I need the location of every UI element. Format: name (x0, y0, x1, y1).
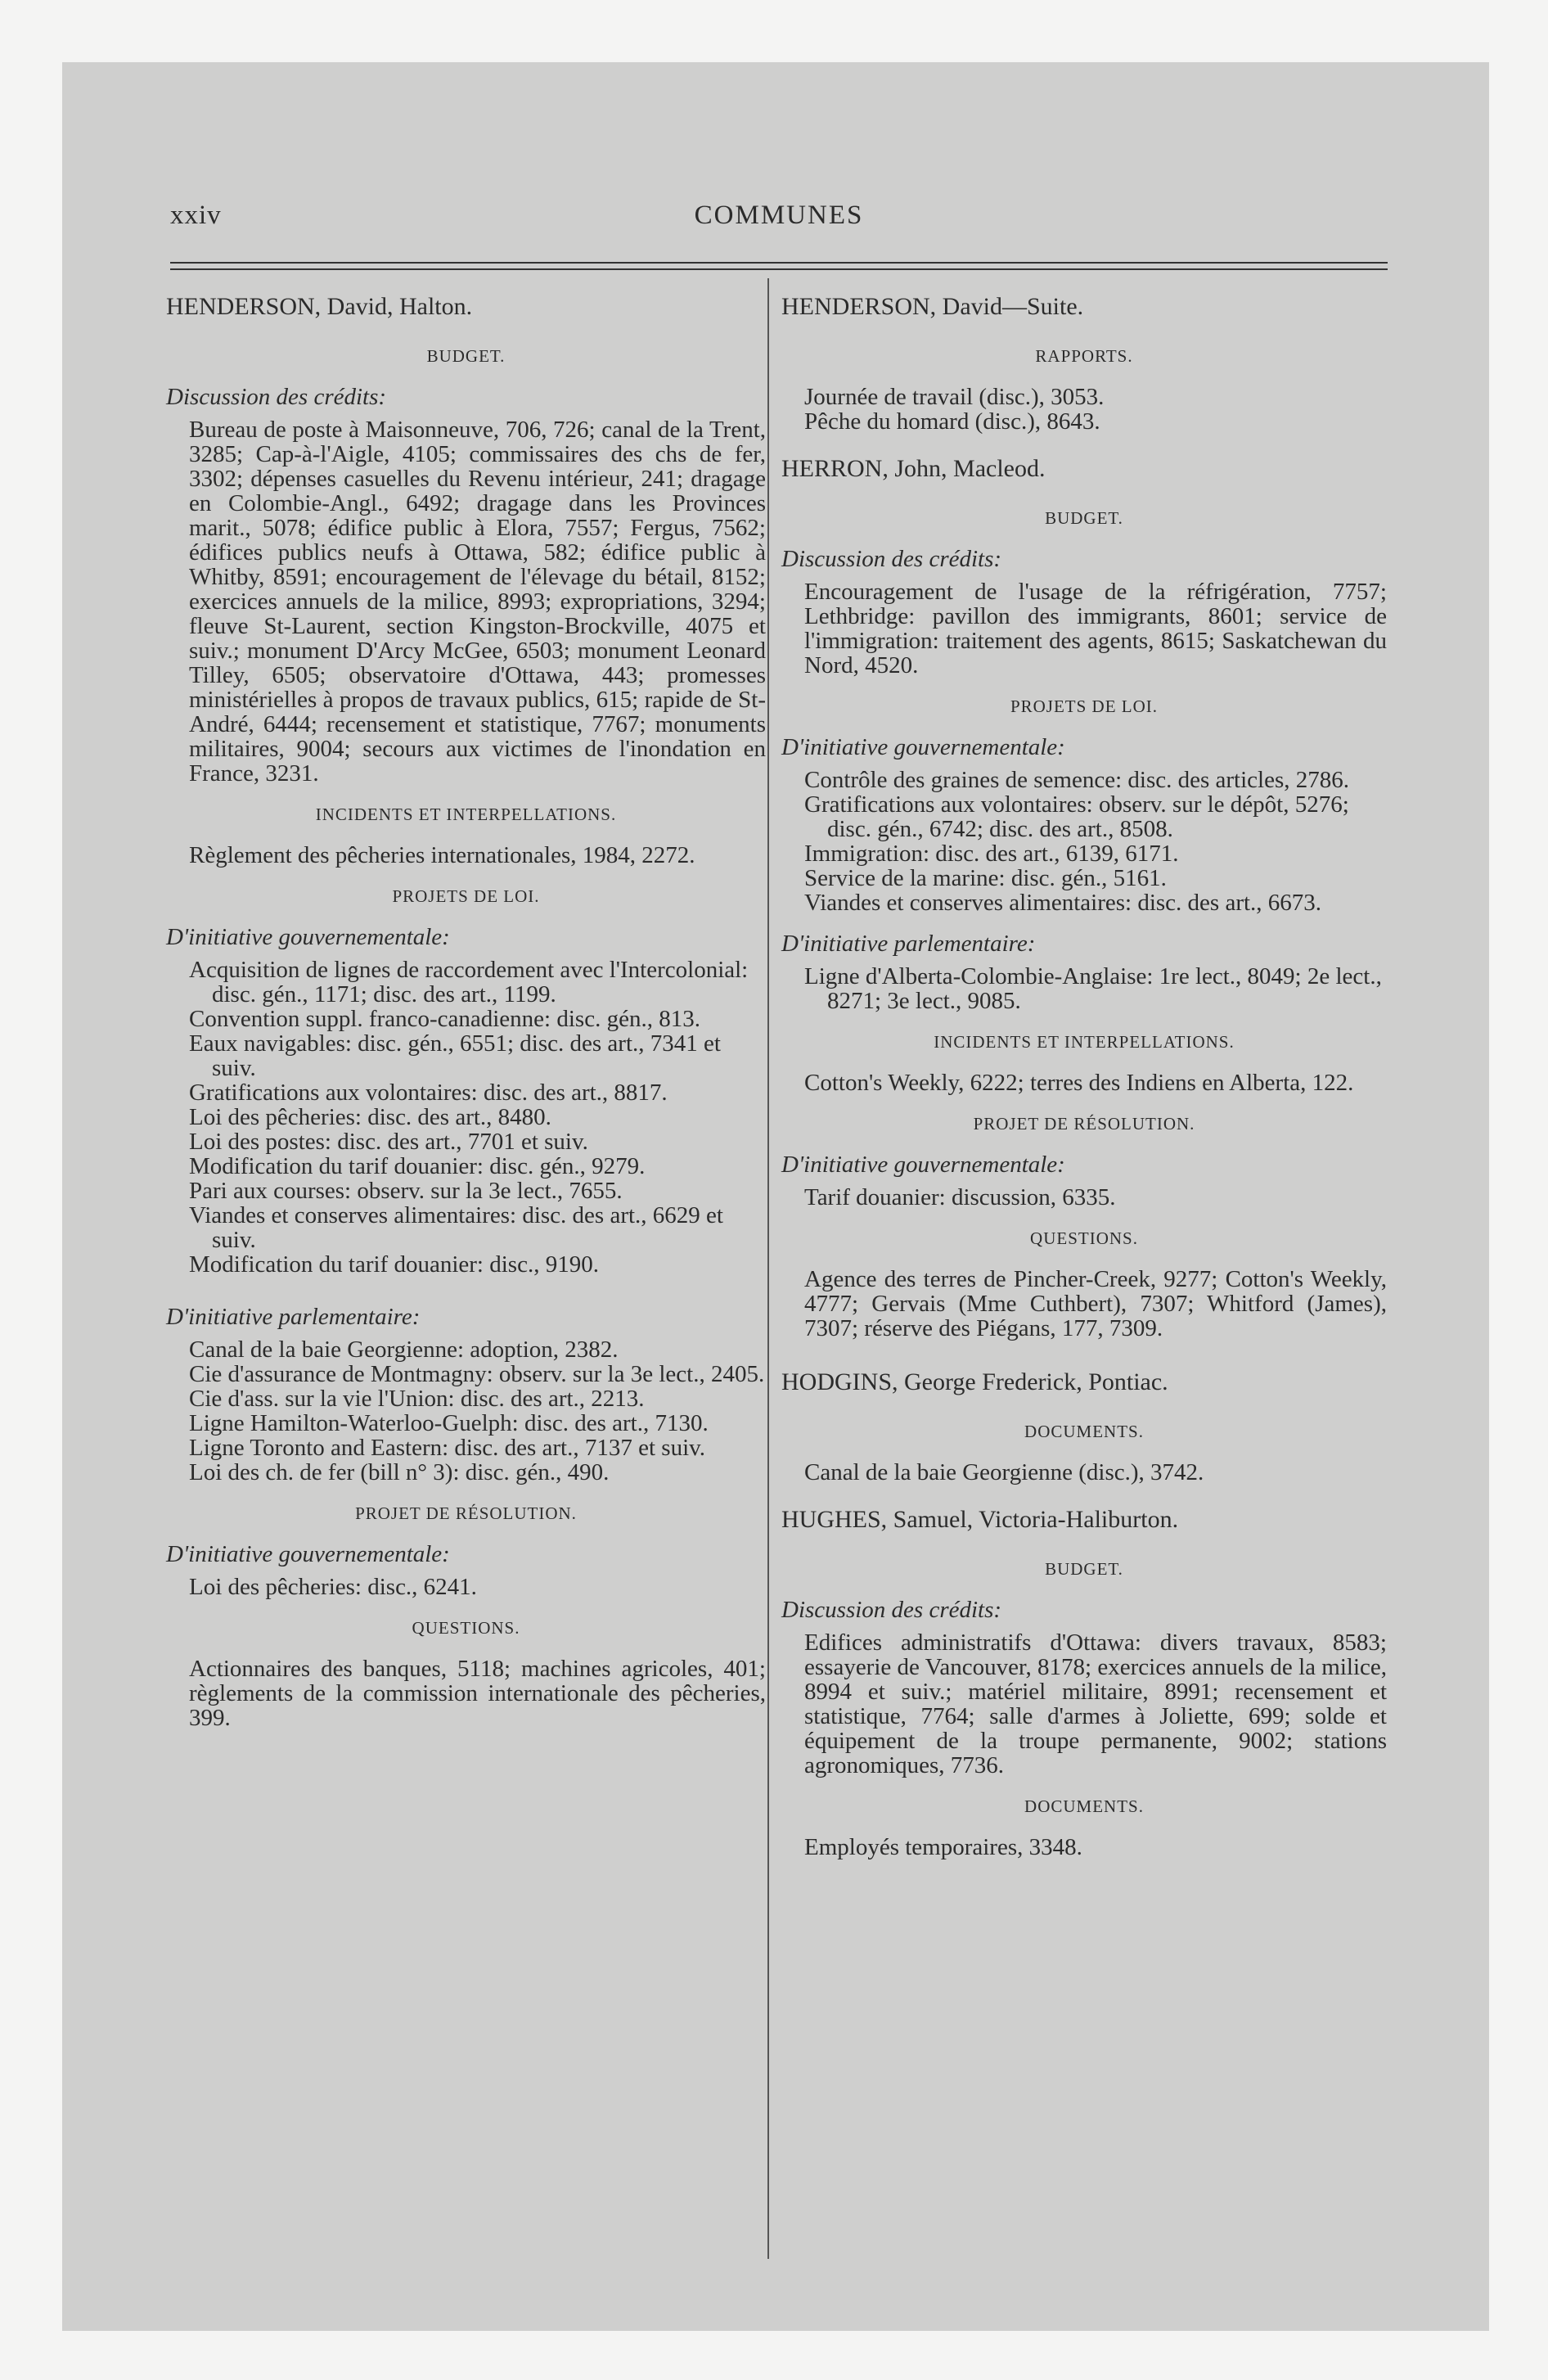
budget-paragraph: Encouragement de l'usage de la réfrigération, 7757; Lethbridge: pavillon des immigrants, 8601; service de l'immigration: traitement des agents, 8615; Saskatchewan du Nord, 4520. (804, 579, 1387, 678)
list-item: Cie d'assurance de Montmagny: observ. sur la 3e lect., 2405. (189, 1361, 765, 1387)
subsection-gouvernementale: D'initiative gouvernementale: (781, 1152, 1065, 1178)
list-item: Viandes et conserves alimentaires: disc. des art., 6673. (804, 890, 1322, 916)
right-column (781, 295, 1387, 1859)
list-item: Pêche du homard (disc.), 8643. (804, 408, 1100, 435)
section-questions: QUESTIONS. (1030, 1228, 1138, 1248)
list-item: Loi des pêcheries: disc., 6241. (189, 1574, 477, 1600)
list-item: Immigration: disc. des art., 6139, 6171. (804, 841, 1179, 867)
section-projets: PROJETS DE LOI. (1010, 696, 1159, 716)
subsection-discussion: Discussion des crédits: (166, 384, 387, 410)
section-projet-resolution: PROJET DE RÉSOLUTION. (355, 1503, 577, 1523)
list-item: Service de la marine: disc. gén., 5161. (804, 865, 1167, 891)
list-item: Canal de la baie Georgienne: adoption, 2382. (189, 1336, 619, 1363)
section-rapports: RAPPORTS. (1035, 346, 1133, 366)
subsection-gouvernementale: D'initiative gouvernementale: (781, 734, 1065, 760)
header-rule-top (170, 262, 1388, 264)
list-item: Journée de travail (disc.), 3053. (804, 384, 1105, 410)
list-item: Employés temporaires, 3348. (804, 1834, 1082, 1860)
column-divider (767, 278, 769, 2259)
list-item: Ligne Toronto and Eastern: disc. des art., 7137 et suiv. (189, 1435, 706, 1461)
section-projet-resolution: PROJET DE RÉSOLUTION. (973, 1114, 1195, 1134)
entry-herron: HERRON, John, Macleod. (781, 455, 1046, 482)
subsection-parlementaire: D'initiative parlementaire: (166, 1304, 421, 1330)
list-item: Ligne d'Alberta-Colombie-Anglaise: 1re lect., 8049; 2e lect., 8271; 3e lect., 9085. (804, 963, 1382, 1014)
running-title: COMMUNES (694, 201, 864, 230)
list-item: Acquisition de lignes de raccordement avec l'Intercolonial: disc. gén., 1171; disc. des art., 1199. (189, 957, 749, 1007)
incidents-paragraph: Cotton's Weekly, 6222; terres des Indiens en Alberta, 122. (804, 1070, 1354, 1096)
entry-hughes: HUGHES, Samuel, Victoria-Haliburton. (781, 1506, 1179, 1533)
entry-henderson-suite: HENDERSON, David—Suite. (781, 293, 1084, 320)
list-item: Convention suppl. franco-canadienne: disc. gén., 813. (189, 1006, 700, 1032)
entry-hodgins: HODGINS, George Frederick, Pontiac. (781, 1368, 1168, 1395)
list-item: Modification du tarif douanier: disc., 9190. (189, 1251, 599, 1278)
section-budget: BUDGET. (426, 346, 506, 366)
subsection-gouvernementale: D'initiative gouvernementale: (166, 1541, 450, 1567)
section-budget: BUDGET. (1045, 508, 1123, 528)
list-item: Ligne Hamilton-Waterloo-Guelph: disc. des art., 7130. (189, 1410, 709, 1436)
section-incidents: INCIDENTS ET INTERPELLATIONS. (934, 1032, 1235, 1052)
list-item: Viandes et conserves alimentaires: disc. des art., 6629 et suiv. (189, 1202, 723, 1253)
questions-paragraph: Agence des terres de Pincher-Creek, 9277; Cotton's Weekly, 4777; Gervais (Mme Cuthbert), 7307; Whitford (James), 7307; réserve des Piégans, 177, 7309. (804, 1266, 1387, 1341)
section-incidents: INCIDENTS ET INTERPELLATIONS. (315, 805, 617, 824)
list-item: Contrôle des graines de semence: disc. des articles, 2786. (804, 767, 1349, 793)
subsection-parlementaire: D'initiative parlementaire: (781, 931, 1036, 957)
list-item: Eaux navigables: disc. gén., 6551; disc. des art., 7341 et suiv. (189, 1030, 721, 1081)
section-documents: DOCUMENTS. (1024, 1796, 1144, 1816)
subsection-discussion: Discussion des crédits: (781, 1597, 1002, 1623)
section-projets: PROJETS DE LOI. (392, 886, 540, 906)
list-item: Canal de la baie Georgienne (disc.), 3742. (804, 1459, 1204, 1485)
section-budget: BUDGET. (1045, 1559, 1123, 1579)
list-item: Tarif douanier: discussion, 6335. (804, 1184, 1116, 1210)
list-item: Loi des ch. de fer (bill n° 3): disc. gén., 490. (189, 1459, 610, 1485)
budget-paragraph: Bureau de poste à Maisonneuve, 706, 726; canal de la Trent, 3285; Cap-à-l'Aigle, 4105; commissaires des chs de fer, 3302; dépenses casuelles du Revenu intérieur, 241; dragage en Colombie-Angl., 6492; dragage dans les Provinces marit., 5078; édifice public à Elora, 7557; Fergus, 7562; édifices publics neufs à Ottawa, 582; édifice public à Whitby, 8591; encouragement de l'élevage du bétail, 8152; exercices annuels de la milice, 8993; expropriations, 3294; fleuve St-Laurent, section Kingston-Brockville, 4075 et suiv.; monument D'Arcy McGee, 6503; monument Leonard Tilley, 6505; observatoire d'Ottawa, 443; promesses ministérielles à propos de travaux publics, 615; rapide de St-André, 6444; recensement et statistique, 7767; monuments militaires, 9004; secours aux victimes de l'inondation en France, 3231. (189, 417, 766, 787)
list-item: Pari aux courses: observ. sur la 3e lect., 7655. (189, 1178, 623, 1204)
incidents-paragraph: Règlement des pêcheries internationales, 1984, 2272. (189, 842, 695, 868)
budget-paragraph: Edifices administratifs d'Ottawa: divers travaux, 8583; essayerie de Vancouver, 8178; exercices annuels de la milice, 8994 et suiv.; matériel militaire, 8991; recensement et statistique, 7764; salle d'armes à Joliette, 699; solde et équipement de la troupe permanente, 9002; stations agronomiques, 7736. (804, 1629, 1387, 1778)
list-item: Gratifications aux volontaires: disc. des art., 8817. (189, 1080, 668, 1106)
subsection-discussion: Discussion des crédits: (781, 546, 1002, 572)
left-column (166, 295, 766, 1737)
list-item: Loi des pêcheries: disc. des art., 8480. (189, 1104, 551, 1130)
list-item: Loi des postes: disc. des art., 7701 et suiv. (189, 1129, 588, 1155)
list-item: Gratifications aux volontaires: observ. sur le dépôt, 5276; disc. gén., 6742; disc. des art., 8508. (804, 791, 1349, 842)
entry-henderson: HENDERSON, David, Halton. (166, 293, 473, 320)
page-number: xxiv (170, 201, 222, 230)
header-rule-bottom (170, 268, 1388, 270)
list-item: Cie d'ass. sur la vie l'Union: disc. des art., 2213. (189, 1386, 645, 1412)
list-item: Modification du tarif douanier: disc. gén., 9279. (189, 1153, 646, 1179)
questions-paragraph: Actionnaires des banques, 5118; machines agricoles, 401; règlements de la commission internationale des pêcheries, 399. (189, 1656, 766, 1731)
subsection-gouvernementale: D'initiative gouvernementale: (166, 924, 450, 950)
section-questions: QUESTIONS. (412, 1618, 520, 1638)
section-documents: DOCUMENTS. (1024, 1422, 1144, 1441)
